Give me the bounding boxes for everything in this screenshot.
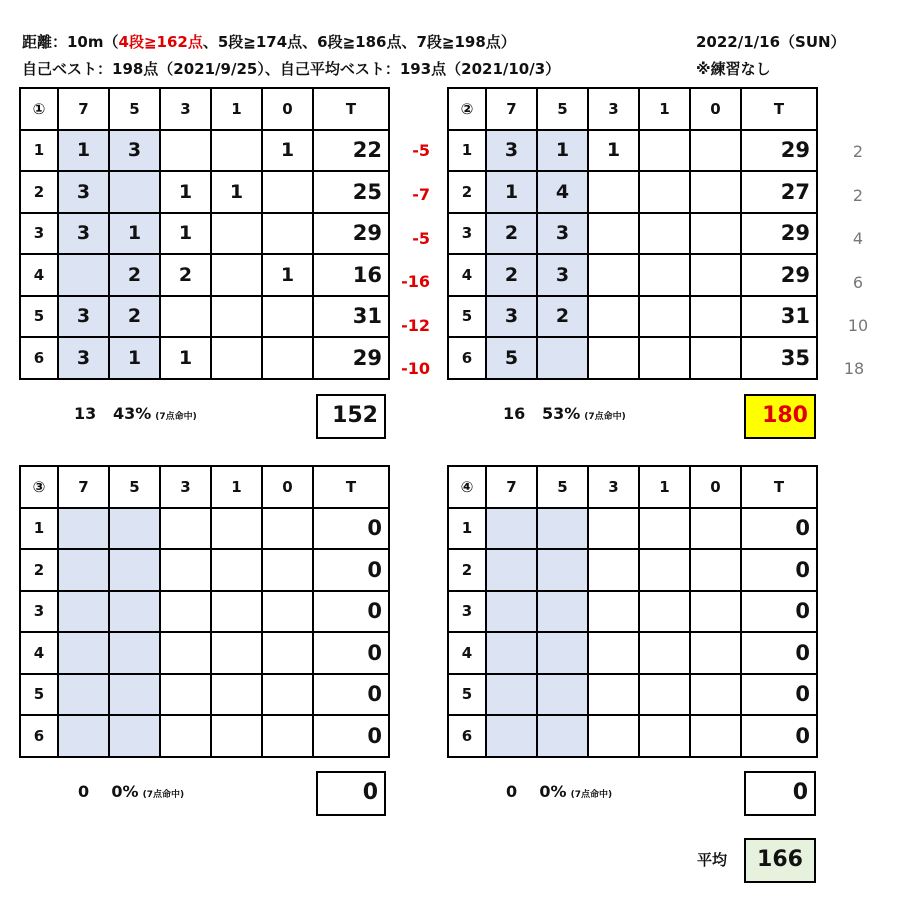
hit-percent: 43% xyxy=(112,404,152,423)
diff-value: -10 xyxy=(401,359,430,378)
score-cell xyxy=(211,254,262,296)
score-cell: 3 xyxy=(58,337,109,379)
score-cell xyxy=(486,591,537,633)
hit-note: (7点命中) xyxy=(570,790,613,800)
rank-value: 2 xyxy=(852,142,864,161)
end-total: 0 xyxy=(741,632,817,674)
score-cell xyxy=(486,508,537,550)
end-number: 5 xyxy=(448,674,486,716)
hit-count: 16 xyxy=(503,404,526,423)
score-cell: 1 xyxy=(537,130,588,172)
score-cell xyxy=(690,213,741,255)
score-cell xyxy=(639,337,690,379)
score-cell: 3 xyxy=(58,171,109,213)
hit-note: (7点命中) xyxy=(584,412,626,422)
table-row xyxy=(20,632,389,674)
table-row xyxy=(448,715,817,757)
round-2-score-table xyxy=(447,87,818,380)
hit-note: (7点命中) xyxy=(155,412,197,422)
score-cell xyxy=(639,254,690,296)
end-total: 29 xyxy=(741,130,817,172)
score-cell xyxy=(58,549,109,591)
end-number: 3 xyxy=(448,591,486,633)
column-header: 0 xyxy=(690,466,741,508)
end-number: 1 xyxy=(20,130,58,172)
table-row xyxy=(20,549,389,591)
table-header-row xyxy=(448,466,817,508)
end-number: 1 xyxy=(20,508,58,550)
column-header: 3 xyxy=(588,466,639,508)
column-header: 7 xyxy=(486,88,537,130)
end-number: 4 xyxy=(20,254,58,296)
score-cell: 1 xyxy=(588,130,639,172)
score-cell: 1 xyxy=(109,213,160,255)
end-total: 16 xyxy=(313,254,389,296)
score-cell xyxy=(537,632,588,674)
end-total: 0 xyxy=(313,549,389,591)
score-cell xyxy=(160,674,211,716)
score-cell xyxy=(588,337,639,379)
column-header: 1 xyxy=(211,88,262,130)
end-number: 3 xyxy=(20,213,58,255)
diff-value: -5 xyxy=(412,141,430,160)
column-header: 0 xyxy=(262,88,313,130)
round-label: ① xyxy=(20,88,58,130)
end-number: 2 xyxy=(20,549,58,591)
criteria-rest-text: 、5段≧174点、6段≧186点、7段≧198点） xyxy=(202,33,516,51)
average-value: 166 xyxy=(744,838,816,883)
end-number: 4 xyxy=(448,254,486,296)
score-cell xyxy=(58,674,109,716)
hit-count: 0 xyxy=(78,782,90,801)
score-cell xyxy=(160,130,211,172)
score-cell xyxy=(639,296,690,338)
score-cell xyxy=(639,508,690,550)
score-cell xyxy=(160,296,211,338)
score-cell xyxy=(690,296,741,338)
column-header: 0 xyxy=(690,88,741,130)
end-number: 1 xyxy=(448,130,486,172)
score-cell: 1 xyxy=(262,130,313,172)
score-cell xyxy=(160,508,211,550)
score-cell xyxy=(211,549,262,591)
score-cell xyxy=(588,254,639,296)
column-header: 7 xyxy=(486,466,537,508)
score-cell xyxy=(690,549,741,591)
score-cell xyxy=(58,508,109,550)
score-cell xyxy=(58,591,109,633)
practice-note: ※練習なし xyxy=(696,60,771,78)
score-cell xyxy=(160,632,211,674)
end-number: 3 xyxy=(448,213,486,255)
round-label: ② xyxy=(448,88,486,130)
score-cell: 3 xyxy=(486,130,537,172)
score-cell xyxy=(639,213,690,255)
average-label: 平均 xyxy=(697,851,728,869)
rank-value: 4 xyxy=(852,229,864,248)
end-number: 2 xyxy=(448,549,486,591)
score-cell xyxy=(690,508,741,550)
table-row xyxy=(448,171,817,213)
end-total: 0 xyxy=(313,715,389,757)
personal-best-line: 自己ベスト：198点（2021/9/25）、自己平均ベスト：193点（2021/10/3） xyxy=(22,60,561,78)
score-cell: 3 xyxy=(109,130,160,172)
score-cell xyxy=(262,591,313,633)
end-total: 0 xyxy=(313,508,389,550)
end-total: 0 xyxy=(741,674,817,716)
score-cell xyxy=(211,674,262,716)
score-cell xyxy=(211,213,262,255)
table-row xyxy=(20,213,389,255)
end-total: 27 xyxy=(741,171,817,213)
score-cell xyxy=(486,715,537,757)
score-cell xyxy=(588,296,639,338)
score-cell xyxy=(537,337,588,379)
table-row xyxy=(20,254,389,296)
score-cell xyxy=(690,674,741,716)
round-1-score-table xyxy=(19,87,390,380)
round-4-score-table xyxy=(447,465,818,758)
end-number: 5 xyxy=(20,674,58,716)
score-cell: 1 xyxy=(160,213,211,255)
score-cell: 2 xyxy=(486,254,537,296)
score-cell xyxy=(109,549,160,591)
end-number: 6 xyxy=(448,337,486,379)
end-total: 0 xyxy=(313,632,389,674)
table-row xyxy=(448,549,817,591)
score-cell xyxy=(639,591,690,633)
column-header: 3 xyxy=(588,88,639,130)
table-header-row xyxy=(448,88,817,130)
end-total: 22 xyxy=(313,130,389,172)
score-cell: 3 xyxy=(58,296,109,338)
score-cell xyxy=(588,549,639,591)
end-total: 29 xyxy=(313,213,389,255)
score-cell xyxy=(160,715,211,757)
rank-value: 10 xyxy=(847,316,869,335)
end-total: 35 xyxy=(741,337,817,379)
score-cell xyxy=(690,591,741,633)
score-cell xyxy=(109,674,160,716)
score-cell xyxy=(262,213,313,255)
round-4-summary xyxy=(506,782,612,801)
score-cell: 1 xyxy=(262,254,313,296)
score-cell xyxy=(211,632,262,674)
score-cell xyxy=(486,674,537,716)
round-2-summary xyxy=(503,404,626,423)
score-cell xyxy=(211,715,262,757)
table-header-row xyxy=(20,88,389,130)
score-cell xyxy=(537,549,588,591)
column-header-total: T xyxy=(313,88,389,130)
score-cell xyxy=(588,508,639,550)
score-cell: 1 xyxy=(160,171,211,213)
score-cell xyxy=(160,591,211,633)
score-cell xyxy=(639,674,690,716)
column-header: 1 xyxy=(211,466,262,508)
score-cell xyxy=(262,715,313,757)
column-header: 5 xyxy=(537,466,588,508)
score-cell xyxy=(262,296,313,338)
round-3-summary xyxy=(78,782,184,801)
table-row xyxy=(448,674,817,716)
column-header-total: T xyxy=(741,88,817,130)
table-header-row xyxy=(20,466,389,508)
column-header-total: T xyxy=(741,466,817,508)
score-cell: 5 xyxy=(486,337,537,379)
score-cell xyxy=(690,171,741,213)
end-number: 5 xyxy=(20,296,58,338)
score-cell xyxy=(639,171,690,213)
table-row xyxy=(20,591,389,633)
score-cell xyxy=(639,130,690,172)
end-total: 29 xyxy=(741,254,817,296)
end-total: 31 xyxy=(313,296,389,338)
score-cell xyxy=(588,632,639,674)
score-cell xyxy=(486,632,537,674)
score-cell xyxy=(537,591,588,633)
end-total: 0 xyxy=(313,674,389,716)
table-row xyxy=(20,296,389,338)
table-row xyxy=(448,296,817,338)
score-cell: 4 xyxy=(537,171,588,213)
score-cell: 3 xyxy=(58,213,109,255)
column-header: 3 xyxy=(160,88,211,130)
end-number: 3 xyxy=(20,591,58,633)
column-header: 1 xyxy=(639,466,690,508)
hit-percent: 53% xyxy=(541,404,581,423)
score-cell: 3 xyxy=(537,254,588,296)
column-header: 5 xyxy=(537,88,588,130)
table-row xyxy=(20,171,389,213)
score-cell xyxy=(262,337,313,379)
hit-count: 0 xyxy=(506,782,518,801)
score-cell xyxy=(109,715,160,757)
score-cell: 2 xyxy=(537,296,588,338)
score-cell: 1 xyxy=(58,130,109,172)
column-header: 7 xyxy=(58,88,109,130)
score-cell xyxy=(262,632,313,674)
score-cell xyxy=(109,171,160,213)
score-cell: 1 xyxy=(486,171,537,213)
end-total: 0 xyxy=(741,508,817,550)
hit-note: (7点命中) xyxy=(142,790,185,800)
round-label: ③ xyxy=(20,466,58,508)
round-3-total: 0 xyxy=(316,771,386,816)
end-number: 6 xyxy=(448,715,486,757)
end-number: 6 xyxy=(20,337,58,379)
table-row xyxy=(448,591,817,633)
score-cell xyxy=(690,254,741,296)
score-cell xyxy=(690,632,741,674)
score-cell xyxy=(588,674,639,716)
column-header: 1 xyxy=(639,88,690,130)
end-number: 4 xyxy=(448,632,486,674)
round-label: ④ xyxy=(448,466,486,508)
end-total: 0 xyxy=(741,591,817,633)
score-cell xyxy=(262,508,313,550)
score-cell xyxy=(109,632,160,674)
end-total: 31 xyxy=(741,296,817,338)
score-cell: 3 xyxy=(537,213,588,255)
score-cell xyxy=(211,130,262,172)
score-cell xyxy=(588,171,639,213)
end-total: 25 xyxy=(313,171,389,213)
table-row xyxy=(448,213,817,255)
column-header: 7 xyxy=(58,466,109,508)
round-1-total: 152 xyxy=(316,394,386,439)
score-cell: 1 xyxy=(211,171,262,213)
score-cell xyxy=(537,508,588,550)
score-cell xyxy=(639,632,690,674)
table-row xyxy=(20,674,389,716)
round-3-score-table xyxy=(19,465,390,758)
column-header: 5 xyxy=(109,466,160,508)
column-header: 0 xyxy=(262,466,313,508)
diff-value: -16 xyxy=(401,272,430,291)
distance-text: 距離：10m（ xyxy=(22,33,119,51)
end-number: 4 xyxy=(20,632,58,674)
table-row xyxy=(448,508,817,550)
score-cell xyxy=(211,508,262,550)
date-text: 2022/1/16（SUN） xyxy=(696,33,846,51)
score-cell xyxy=(58,254,109,296)
score-cell xyxy=(537,674,588,716)
round-1-summary xyxy=(74,404,197,423)
end-number: 5 xyxy=(448,296,486,338)
score-cell xyxy=(211,337,262,379)
score-cell xyxy=(262,674,313,716)
score-cell: 2 xyxy=(109,254,160,296)
diff-value: -7 xyxy=(412,185,430,204)
score-cell: 1 xyxy=(160,337,211,379)
score-cell xyxy=(588,591,639,633)
score-cell xyxy=(211,591,262,633)
round-4-total: 0 xyxy=(744,771,816,816)
round-2-total: 180 xyxy=(744,394,816,439)
column-header: 3 xyxy=(160,466,211,508)
score-cell: 3 xyxy=(486,296,537,338)
score-cell xyxy=(109,508,160,550)
score-cell xyxy=(639,715,690,757)
score-cell xyxy=(262,549,313,591)
dan4-criteria-text: 4段≧162点 xyxy=(118,33,203,51)
score-cell xyxy=(486,549,537,591)
end-number: 2 xyxy=(448,171,486,213)
end-total: 0 xyxy=(741,549,817,591)
hit-count: 13 xyxy=(74,404,97,423)
score-cell xyxy=(690,715,741,757)
score-cell: 2 xyxy=(160,254,211,296)
score-cell xyxy=(262,171,313,213)
distance-criteria-line xyxy=(22,31,516,52)
end-number: 1 xyxy=(448,508,486,550)
end-number: 2 xyxy=(20,171,58,213)
column-header-total: T xyxy=(313,466,389,508)
table-row xyxy=(20,337,389,379)
score-cell xyxy=(588,715,639,757)
table-row xyxy=(20,508,389,550)
score-cell xyxy=(690,337,741,379)
table-row xyxy=(20,715,389,757)
end-total: 29 xyxy=(313,337,389,379)
rank-value: 2 xyxy=(852,186,864,205)
column-header: 5 xyxy=(109,88,160,130)
score-cell xyxy=(58,632,109,674)
score-cell xyxy=(537,715,588,757)
table-row xyxy=(448,632,817,674)
end-total: 0 xyxy=(741,715,817,757)
score-cell xyxy=(160,549,211,591)
score-cell: 1 xyxy=(109,337,160,379)
score-cell: 2 xyxy=(109,296,160,338)
table-row xyxy=(448,130,817,172)
rank-value: 18 xyxy=(843,359,865,378)
table-row xyxy=(448,337,817,379)
hit-percent: 0% xyxy=(111,782,139,801)
diff-value: -5 xyxy=(412,229,430,248)
table-row xyxy=(448,254,817,296)
score-cell: 2 xyxy=(486,213,537,255)
score-cell xyxy=(109,591,160,633)
end-total: 0 xyxy=(313,591,389,633)
hit-percent: 0% xyxy=(539,782,567,801)
score-cell xyxy=(639,549,690,591)
score-cell xyxy=(211,296,262,338)
rank-value: 6 xyxy=(852,273,864,292)
score-cell xyxy=(58,715,109,757)
score-cell xyxy=(588,213,639,255)
score-cell xyxy=(690,130,741,172)
end-total: 29 xyxy=(741,213,817,255)
diff-value: -12 xyxy=(401,316,430,335)
table-row xyxy=(20,130,389,172)
end-number: 6 xyxy=(20,715,58,757)
